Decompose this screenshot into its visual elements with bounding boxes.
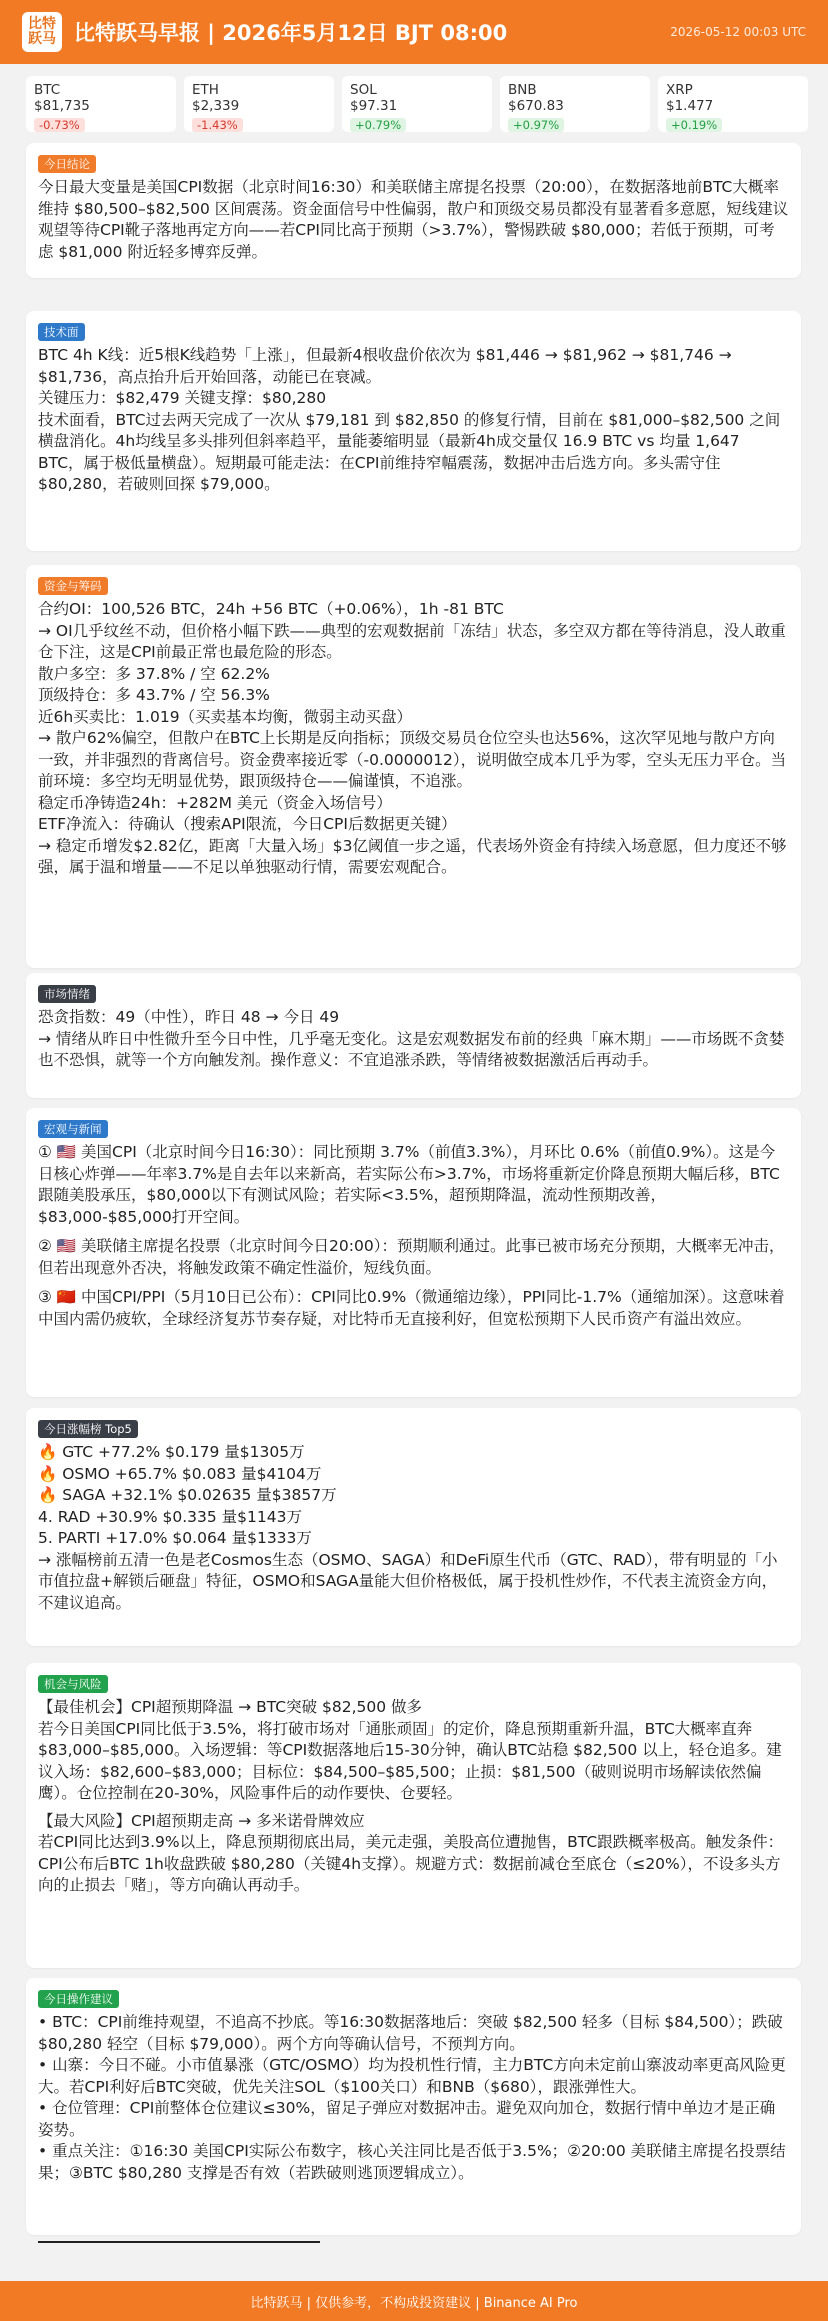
ticker-change-badge: -0.73% bbox=[34, 118, 85, 132]
ticker-card-btc[interactable] bbox=[26, 76, 176, 132]
technical-tag: 技术面 bbox=[38, 323, 85, 341]
divider bbox=[38, 2241, 320, 2243]
best-opportunity-text: 若今日美国CPI同比低于3.5%，将打破市场对「通胀顽固」的定价，降息预期重新升温，BTC大概率直奔 $83,000–$85,000。入场逻辑：等CPI数据落地后15-30分钟，确认BTC站稳 $82,500 以上，轻仓追多。建议入场：$82,600–$83,000；目标位：$84,500–$85,500；止损：$81,500（破则说明市场解读依然偏鹰）。仓位控制在20-30%，风险事件后的动作要快、仓要轻。 bbox=[38, 1719, 782, 1802]
technical-levels: 关键压力：$82,479 关键支撑：$80,280 bbox=[38, 389, 327, 407]
funds-etf: ETF净流入：待确认（搜索API限流，今日CPI后数据更关键） bbox=[38, 815, 457, 833]
summary-card bbox=[26, 143, 801, 278]
ticker-symbol: BTC bbox=[34, 82, 61, 98]
funds-retail: 散户多空：多 37.8% / 空 62.2% bbox=[38, 664, 270, 683]
summary-text: 今日最大变量是美国CPI数据（北京时间16:30）和美联储主席提名投票（20:00），在数据落地前BTC大概率维持 $80,500–$82,500 区间震荡。资金面信号中性偏弱，散户和顶级交易员都没有显著看多意愿，短线建议观望等待CPI靴子落地再定方向——若CPI同比高于预期（>3.7%），警惕跌破 $80,000；若低于预期，可考虑 $81,000 附近轻多博弈反弹。 bbox=[38, 178, 789, 261]
gainers-tag: 今日涨幅榜 Top5 bbox=[38, 1420, 138, 1438]
gainer-row[interactable]: 🔥 GTC +77.2% $0.179 量$1305万 bbox=[38, 1443, 305, 1461]
ticker-symbol: BNB bbox=[508, 82, 537, 98]
funds-etf-note: → 稳定币增发$2.82亿，距离「大量入场」$3亿阈值一步之遥，代表场外资金有持续入场意愿，但力度还不够强，属于温和增量——不足以单独驱动行情，需要宏观配合。 bbox=[38, 836, 787, 876]
sentiment-note: → 情绪从昨日中性微升至今日中性，几乎毫无变化。这是宏观数据发布前的经典「麻木期」——市场既不贪婪也不恐惧，就等一个方向触发剂。操作意义：不宜追涨杀跌，等情绪被数据激活后再动手。 bbox=[38, 1029, 785, 1069]
biggest-risk-text: 若CPI同比达到3.9%以上，降息预期彻底出局，美元走强，美股高位遭抛售，BTC跟跌概率极高。触发条件：CPI公布后BTC 1h收盘跌破 $80,280（关键4h支撑）。规避方式：数据前减仓至底仓（≤20%），不设多头方向的止损去「赌」，等方向确认再动手。 bbox=[38, 1833, 784, 1894]
ticker-change-badge: +0.19% bbox=[666, 118, 722, 132]
sentiment-tag: 市场情绪 bbox=[38, 985, 96, 1003]
funds-card bbox=[26, 565, 801, 968]
funds-oi: 合约OI：100,526 BTC，24h +56 BTC（+0.06%），1h -81 BTC bbox=[38, 600, 504, 618]
advice-focus: • 重点关注：①16:30 美国CPI实际公布数字，核心关注同比是否低于3.5%；②20:00 美联储主席提名投票结果；③BTC $80,280 支撑是否有效（若跌破则逃顶逻辑成立）。 bbox=[38, 2142, 786, 2182]
ticker-price: $2,339 bbox=[192, 98, 240, 114]
header-bar bbox=[0, 0, 828, 64]
footer-bar bbox=[0, 2281, 828, 2321]
gainer-row[interactable]: 🔥 SAGA +32.1% $0.02635 量$3857万 bbox=[38, 1486, 337, 1504]
technical-analysis: 技术面看，BTC过去两天完成了一次从 $79,181 到 $82,850 的修复行情，目前在 $81,000–$82,500 之间横盘消化。4h均线呈多头排列但斜率趋平，量能萎缩明显（最新4h成交量仅 16.9 BTC vs 均量 1,647 BTC，属于极低量横盘）。短期最可能走法：在CPI前维持窄幅震荡，数据冲击后选方向。多头需守住 $80,280，若破则回探 $79,000。 bbox=[38, 410, 781, 493]
funds-oi-note: → OI几乎纹丝不动，但价格小幅下跌——典型的宏观数据前「冻结」状态，多空双方都在等待消息，没人敢重仓下注，这是CPI前最正常也最危险的形态。 bbox=[38, 621, 786, 661]
summary-tag: 今日结论 bbox=[38, 155, 96, 173]
funds-taker: 近6h买卖比：1.019（买卖基本均衡，微弱主动买盘） bbox=[38, 707, 413, 726]
funds-tag: 资金与筹码 bbox=[38, 577, 108, 595]
gainer-row[interactable]: 4. RAD +30.9% $0.335 量$1143万 bbox=[38, 1507, 302, 1526]
funds-stablecoin: 稳定币净铸造24h：+282M 美元（资金入场信号） bbox=[38, 793, 392, 812]
advice-btc: • BTC：CPI前维持观望，不追高不抄底。等16:30数据落地后：突破 $82,500 轻多（目标 $84,500）；跌破 $80,280 轻空（目标 $79,000）。两个方向等确认信号，不预判方向。 bbox=[38, 2013, 783, 2053]
ticker-price: $670.83 bbox=[508, 98, 564, 114]
ticker-card-sol[interactable] bbox=[342, 76, 492, 132]
funds-taker-note: → 散户62%偏空，但散户在BTC上长期是反向指标；顶级交易员仓位空头也达56%，这次罕见地与散户方向一致，并非强烈的背离信号。资金费率接近零（-0.0000012），说明做空成本几乎为零，空头无压力平仓。当前环境：多空均无明显优势，跟顶级持仓——偏谨慎，不追涨。 bbox=[38, 729, 787, 790]
best-opportunity-title: 【最佳机会】CPI超预期降温 → BTC突破 $82,500 做多 bbox=[38, 1698, 423, 1716]
ticker-price: $81,735 bbox=[34, 98, 90, 114]
ticker-change-badge: -1.43% bbox=[192, 118, 243, 132]
macro-tag: 宏观与新闻 bbox=[38, 1120, 108, 1138]
ticker-symbol: SOL bbox=[350, 82, 377, 98]
ticker-change-badge: +0.79% bbox=[350, 118, 406, 132]
advice-card bbox=[26, 1978, 801, 2235]
funds-top: 顶级持仓：多 43.7% / 空 56.3% bbox=[38, 686, 270, 704]
macro-news-3: ③ 🇨🇳 中国CPI/PPI（5月10日已公布）：CPI同比0.9%（微通缩边缘），PPI同比-1.7%（通缩加深）。这意味着中国内需仍疲软，全球经济复苏节奏存疑，对比特币无直接利好，但宽松预期下人民币资产有溢出效应。 bbox=[38, 1288, 785, 1328]
report-timestamp: 2026-05-12 00:03 UTC bbox=[670, 25, 806, 39]
logo-line-1: 比特 bbox=[28, 16, 56, 32]
ticker-card-bnb[interactable] bbox=[500, 76, 650, 132]
ticker-card-xrp[interactable] bbox=[658, 76, 808, 132]
macro-news-2: ② 🇺🇸 美联储主席提名投票（北京时间今日20:00）：预期顺利通过。此事已被市场充分预期，大概率无冲击，但若出现意外否决，将触发政策不确定性溢价，短线负面。 bbox=[38, 1237, 785, 1277]
report-title: 比特跃马早报 | 2026年5月12日 BJT 08:00 bbox=[74, 21, 508, 45]
advice-position: • 仓位管理：CPI前整体仓位建议≤30%，留足子弹应对数据冲击。避免双向加仓，数据行情中单边才是正确姿势。 bbox=[38, 2099, 776, 2139]
macro-news-1: ① 🇺🇸 美国CPI（北京时间今日16:30）：同比预期 3.7%（前值3.3%），月环比 0.6%（前值0.9%）。这是今日核心炸弹——年率3.7%是自去年以来新高，若实际公布>3.7%，市场将重新定价降息预期大幅后移，BTC跟随美股承压，$80,000以下有测试风险；若实际<3.5%，超预期降温，流动性预期改善，$83,000-$85,000打开空间。 bbox=[38, 1143, 780, 1226]
biggest-risk-title: 【最大风险】CPI超预期走高 → 多米诺骨牌效应 bbox=[38, 1811, 365, 1830]
advice-tag: 今日操作建议 bbox=[38, 1990, 119, 2008]
sentiment-index: 恐贪指数：49（中性），昨日 48 → 今日 49 bbox=[38, 1008, 340, 1026]
technical-kline: BTC 4h K线：近5根K线趋势「上涨」，但最新4根收盘价依次为 $81,446 → $81,962 → $81,746 → $81,736，高点抬升后开始回落，动能已在衰减。 bbox=[38, 346, 732, 386]
gainers-note: → 涨幅榜前五清一色是老Cosmos生态（OSMO、SAGA）和DeFi原生代币（GTC、RAD），带有明显的「小市值拉盘+解锁后砸盘」特征，OSMO和SAGA量能大但价格极低，属于投机性炒作，不代表主流资金方向，不建议追高。 bbox=[38, 1550, 778, 1612]
opportunity-tag: 机会与风险 bbox=[38, 1675, 108, 1693]
ticker-row bbox=[0, 64, 828, 132]
opportunity-risk-card bbox=[26, 1663, 801, 1968]
ticker-card-eth[interactable] bbox=[184, 76, 334, 132]
footer-text: 比特跃马 | 仅供参考，不构成投资建议 | Binance AI Pro bbox=[250, 2295, 578, 2311]
logo-line-2: 跃马 bbox=[28, 31, 56, 47]
gainer-row[interactable]: 🔥 OSMO +65.7% $0.083 量$4104万 bbox=[38, 1464, 322, 1483]
technical-card bbox=[26, 311, 801, 551]
gainers-card bbox=[26, 1408, 801, 1646]
ticker-change-badge: +0.97% bbox=[508, 118, 564, 132]
gainer-row[interactable]: 5. PARTI +17.0% $0.064 量$1333万 bbox=[38, 1529, 312, 1547]
ticker-price: $1.477 bbox=[666, 98, 714, 114]
advice-altcoins: • 山寨：今日不碰。小市值暴涨（GTC/OSMO）均为投机性行情，主力BTC方向未定前山寨波动率更高风险更大。若CPI利好后BTC突破，优先关注SOL（$100关口）和BNB（$680），跟涨弹性大。 bbox=[38, 2056, 786, 2096]
sentiment-card bbox=[26, 973, 801, 1098]
macro-card bbox=[26, 1108, 801, 1397]
ticker-symbol: ETH bbox=[192, 82, 219, 98]
brand-logo bbox=[22, 12, 62, 52]
ticker-symbol: XRP bbox=[666, 82, 693, 98]
ticker-price: $97.31 bbox=[350, 98, 398, 114]
